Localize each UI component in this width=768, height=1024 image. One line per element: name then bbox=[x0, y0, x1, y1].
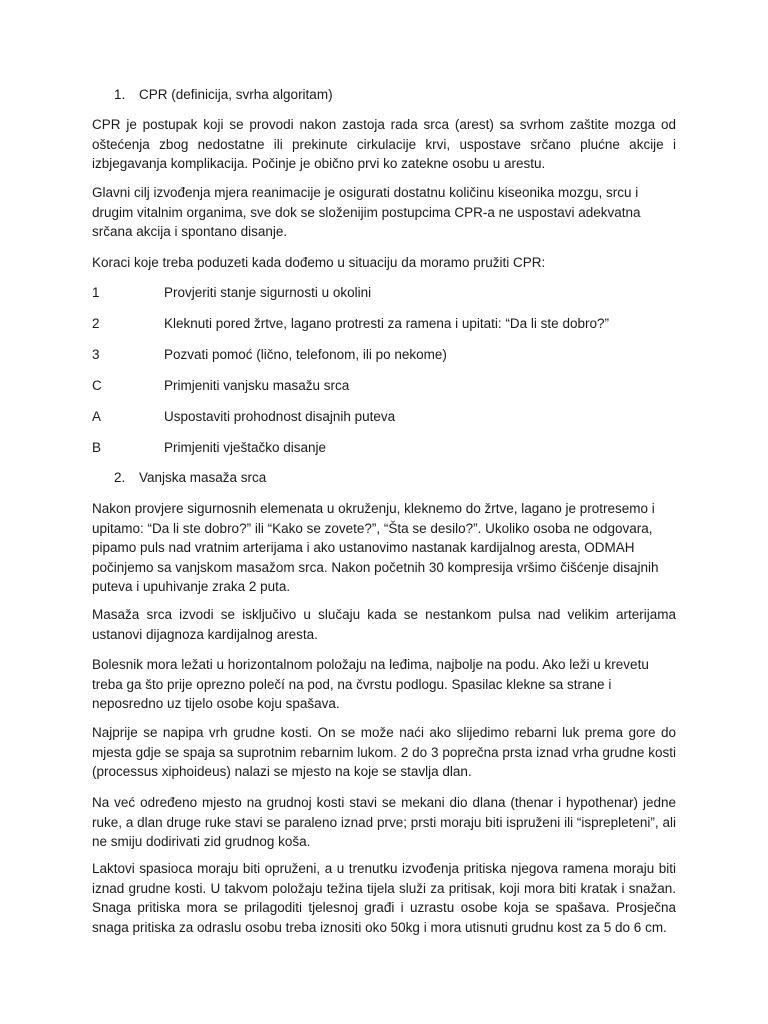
section-heading-1 bbox=[114, 85, 333, 105]
step-key: 2 bbox=[92, 316, 100, 331]
section-number: 2. bbox=[114, 470, 126, 485]
step-key: A bbox=[92, 409, 102, 424]
section-title: CPR (definicija, svrha algoritam) bbox=[139, 87, 333, 102]
paragraph-hand-placement: Na već određeno mjesto na grudnoj kosti stavi se mekani dio dlana (thenar i hypothenar) jedne ruke, a dlan druge ruke stavi se paraleno iznad prve; prsti moraju biti ispruženi ili “isprepleteni”, ali ne smiju dodirivati zid grudnog koša. bbox=[92, 795, 676, 849]
step-key: B bbox=[92, 440, 102, 455]
step-text: Kleknuti pored žrtve, lagano protresti za ramena i upitati: “Da li ste dobro?” bbox=[164, 316, 609, 331]
step-key: C bbox=[92, 378, 102, 393]
paragraph-diagnosis: Masaža srca izvodi se isključivo u slučaju kada se nestankom pulsa nad velikim arterijama ustanovi dijagnoza kardijalnog aresta. bbox=[92, 607, 676, 642]
section-heading-2 bbox=[114, 468, 266, 488]
step-item bbox=[92, 283, 676, 303]
step-text: Provjeriti stanje sigurnosti u okolini bbox=[164, 285, 372, 300]
section-number: 1. bbox=[114, 87, 126, 102]
step-text: Primjeniti vještačko disanje bbox=[164, 440, 327, 455]
paragraph-main-goal: Glavni cilj izvođenja mjera reanimacije je osigurati dostatnu količinu kiseonika mozgu, srcu i drugim vitalnim organima, sve dok se složenijim postupcima CPR-a ne uspostavi adekvatna srčana akcija i spontano disanje. bbox=[92, 185, 641, 239]
step-text: Uspostaviti prohodnost disajnih puteva bbox=[164, 409, 396, 424]
paragraph-patient-position: Bolesnik mora ležati u horizontalnom položaju na leđima, najbolje na podu. Ako leži u krevetu treba ga što prije oprezno polečí na pod, na čvrstu podlogu. Spasilac klekne sa strane i neposredno uz tijelo osobe koju spašava. bbox=[92, 657, 649, 711]
step-item bbox=[92, 314, 676, 334]
paragraph-cpr-definition: CPR je postupak koji se provodi nakon zastoja rada srca (arest) sa svrhom zaštite mozga od oštećenja zbog nedostatne ili prekinute cirkulacije krvi, uspostave srčano plućne akcije i izbjegavanja komplikacija. Počinje je obično prvi ko zatekne osobu u arestu. bbox=[92, 117, 676, 171]
step-text: Primjeniti vanjsku masažu srca bbox=[164, 378, 350, 393]
paragraph-sternum-location: Najprije se napipa vrh grudne kosti. On se može naći ako slijedimo rebarni luk prema gore do mjesta gdje se spaja sa suprotnim rebarnim lukom. 2 do 3 poprečna prsta iznad vrha grudne kosti (processus xiphoideus) nalazi se mjesto na koje se stavlja dlan. bbox=[92, 725, 676, 779]
step-item bbox=[92, 376, 676, 396]
step-text: Pozvati pomoć (lično, telefonom, ili po nekome) bbox=[164, 347, 447, 362]
paragraph-steps-intro: Koraci koje treba poduzeti kada dođemo u situaciju da moramo pružiti CPR: bbox=[92, 255, 546, 270]
step-item bbox=[92, 438, 676, 458]
step-key: 3 bbox=[92, 347, 100, 362]
paragraph-procedure: Nakon provjere sigurnosnih elemenata u okruženju, kleknemo do žrtve, lagano je protresemo i upitamo: “Da li ste dobro?” ili “Kako se zovete?”, “Šta se desilo?”. Ukoliko osoba ne odgovara, pipamo puls nad vratnim arterijama i ako ustanovimo nastanak kardijalnog aresta, ODMAH počinjemo sa vanjskom masažom srca. Nakon početnih 30 kompresija vršimo čišćenje disajnih puteva i upuhivanje zraka 2 puta. bbox=[92, 501, 659, 594]
step-key: 1 bbox=[92, 285, 100, 300]
step-item bbox=[92, 407, 676, 427]
paragraph-compression: Laktovi spasioca moraju biti opruženi, a u trenutku izvođenja pritiska njegova ramena moraju biti iznad grudne kosti. U takvom položaju težina tijela služi za pritisak, koji mora biti kratak i snažan. Snaga pritiska mora se prilagoditi tjelesnoj građi i uzrastu osobe koja se spašava. Prosječna snaga pritiska za odraslu osobu treba iznositi oko 50kg i mora utisnuti grudnu kost za 5 do 6 cm. bbox=[92, 861, 676, 935]
step-item bbox=[92, 345, 676, 365]
section-title: Vanjska masaža srca bbox=[139, 470, 267, 485]
